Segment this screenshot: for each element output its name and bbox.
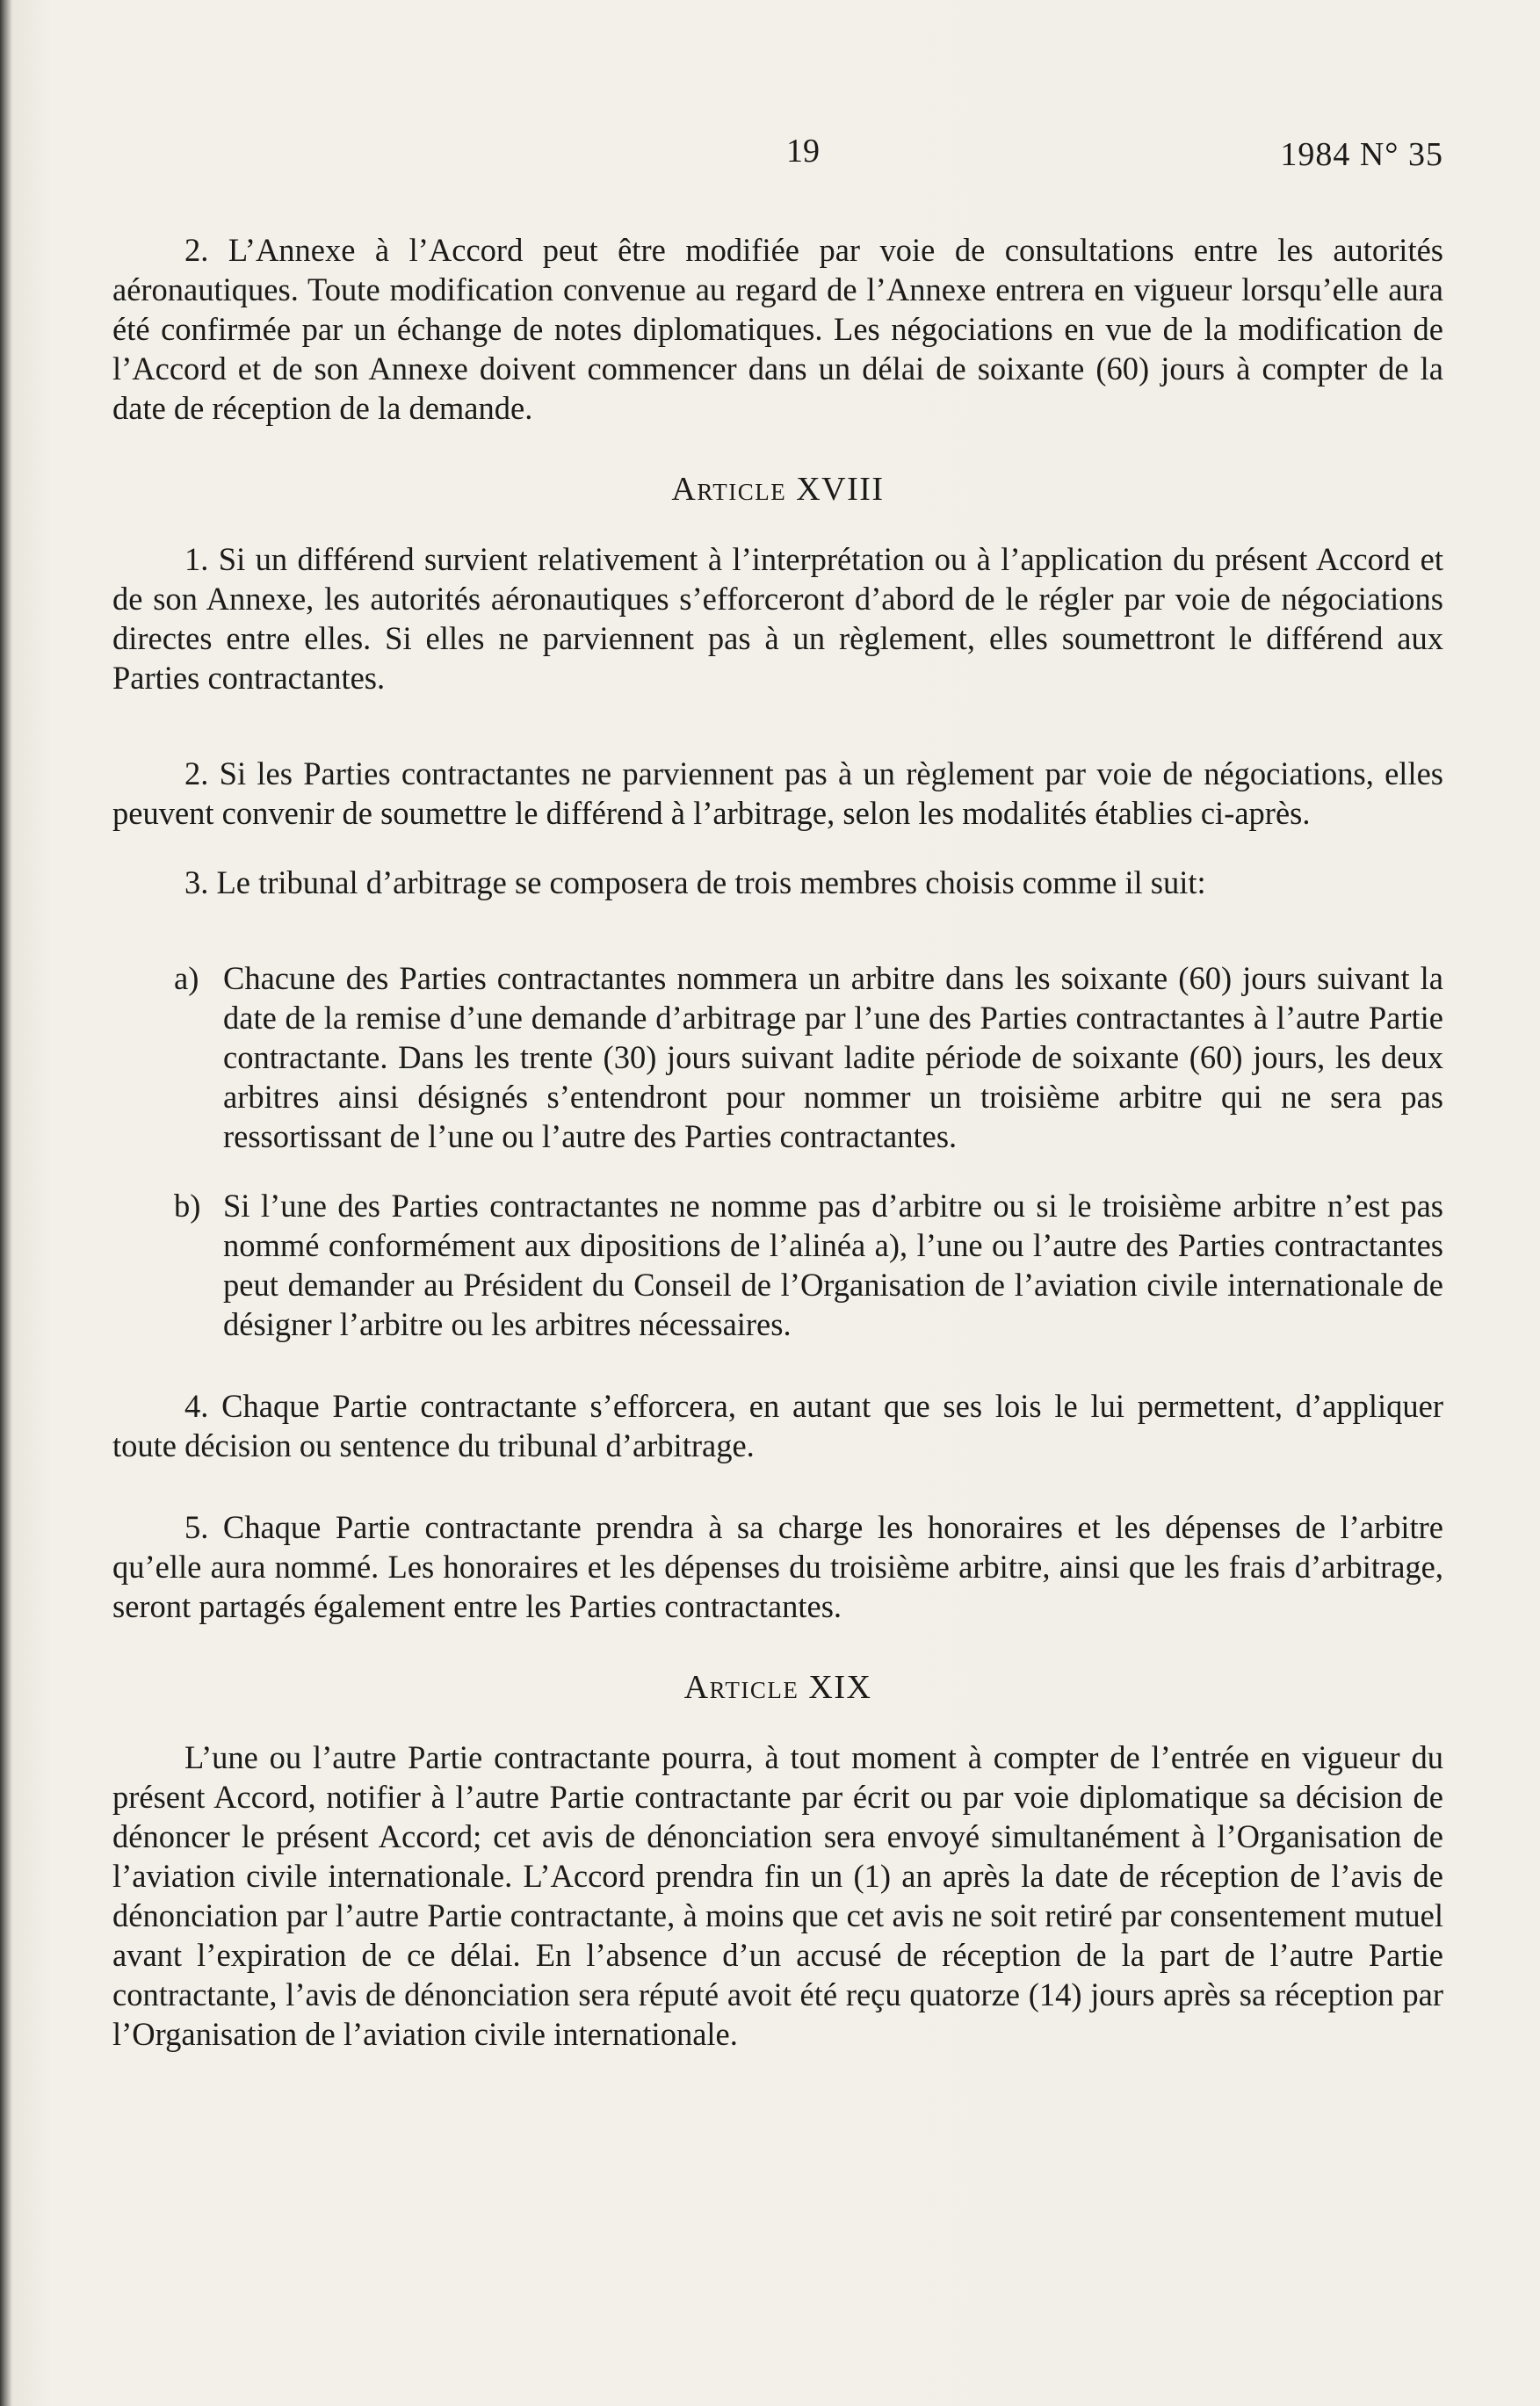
- list-item-b-text: Si l’une des Parties contractantes ne nomme pas d’arbitre ou si le troisième arbitre n’est pas nommé conformément aux dipositions de l’alinéa a), l’une ou l’autre des Parties contractantes peut demander au Président du Conseil de l’Organisation de l’aviation civile internationale de désigner l’arbitre ou les arbitres nécessaires.: [223, 1188, 1443, 1342]
- list-item-a-text: Chacune des Parties contractantes nommera un arbitre dans les soixante (60) jours suivant la date de la remise d’une demande d’arbitrage par l’une des Parties contractantes à l’autre Partie contractante. Dans les trente (30) jours suivant ladite période de soixante (60) jours, les deux arbitres ainsi désignés s’entendront pour nommer un troisième arbitre qui ne sera pas ressortissant de l’une ou l’autre des Parties contractantes.: [223, 960, 1443, 1154]
- article-xviii-heading: Article XVIII: [671, 471, 885, 508]
- article-xviii-paragraph-5: 5. Chaque Partie contractante prendra à sa charge les honoraires et les dépenses de l’arbitre qu’elle aura nommé. Les honoraires et les dépenses du troisième arbitre, ainsi que les frais d’arbitrage, seront partagés également entre les Parties contractantes.: [112, 1509, 1443, 1624]
- article-xix-heading: Article XIX: [683, 1669, 872, 1706]
- article-xviii-paragraph-2: 2. Si les Parties contractantes ne parviennent pas à un règlement par voie de négociations, elles peuvent convenir de soumettre le différend à l’arbitrage, selon les modalités établies ci-après.: [112, 755, 1443, 831]
- article-xviii-paragraph-4: 4. Chaque Partie contractante s’efforcera, en autant que ses lois le lui permettent, d’appliquer toute décision ou sentence du tribunal d’arbitrage.: [112, 1388, 1443, 1463]
- list-item-a: [112, 958, 1443, 1156]
- article-xviii-paragraph-3: 3. Le tribunal d’arbitrage se composera de trois membres choisis comme il suit:: [184, 864, 1206, 900]
- list-marker-b: b): [174, 1188, 201, 1224]
- page-header: [0, 132, 1540, 184]
- list-marker-a: a): [174, 960, 199, 996]
- list-item-b: [112, 1186, 1443, 1344]
- document-body: [112, 230, 1443, 2054]
- article-xvii-paragraph-2: 2. L’Annexe à l’Accord peut être modifiée par voie de consultations entre les autorités aéronautiques. Toute modification convenue au regard de l’Annexe entrera en vigueur lorsqu’elle aura été confirmée par un échange de notes diplomatiques. Les négociations en vue de la modification de l’Accord et de son Annexe doivent commencer dans un délai de soixante (60) jours à compter de la date de réception de la demande.: [112, 232, 1443, 426]
- article-xviii-paragraph-1: 1. Si un différend survient relativement à l’interprétation ou à l’application du présent Accord et de son Annexe, les autorités aéronautiques s’efforceront d’abord de le régler par voie de négociations directes entre elles. Si elles ne parviennent pas à un règlement, elles soumettront le différend aux Parties contractantes.: [112, 541, 1443, 696]
- document-reference: 1984 N° 35: [1280, 136, 1443, 173]
- page-number: 19: [786, 133, 820, 170]
- article-xix-paragraph: L’une ou l’autre Partie contractante pourra, à tout moment à compter de l’entrée en vigueur du présent Accord, notifier à l’autre Partie contractante par écrit ou par voie diplomatique sa décision de dénoncer le présent Accord; cet avis de dénonciation sera envoyé simultanément à l’Organisation de l’aviation civile internationale. L’Accord prendra fin un (1) an après la date de réception de l’avis de dénonciation par l’autre Partie contractante, à moins que cet avis ne soit retiré par consentement mutuel avant l’expiration de ce délai. En l’absence d’un accusé de réception de la part de l’autre Partie contractante, l’avis de dénonciation sera réputé avoit été reçu quatorze (14) jours après sa réception par l’Organisation de l’aviation civile internationale.: [112, 1739, 1443, 2052]
